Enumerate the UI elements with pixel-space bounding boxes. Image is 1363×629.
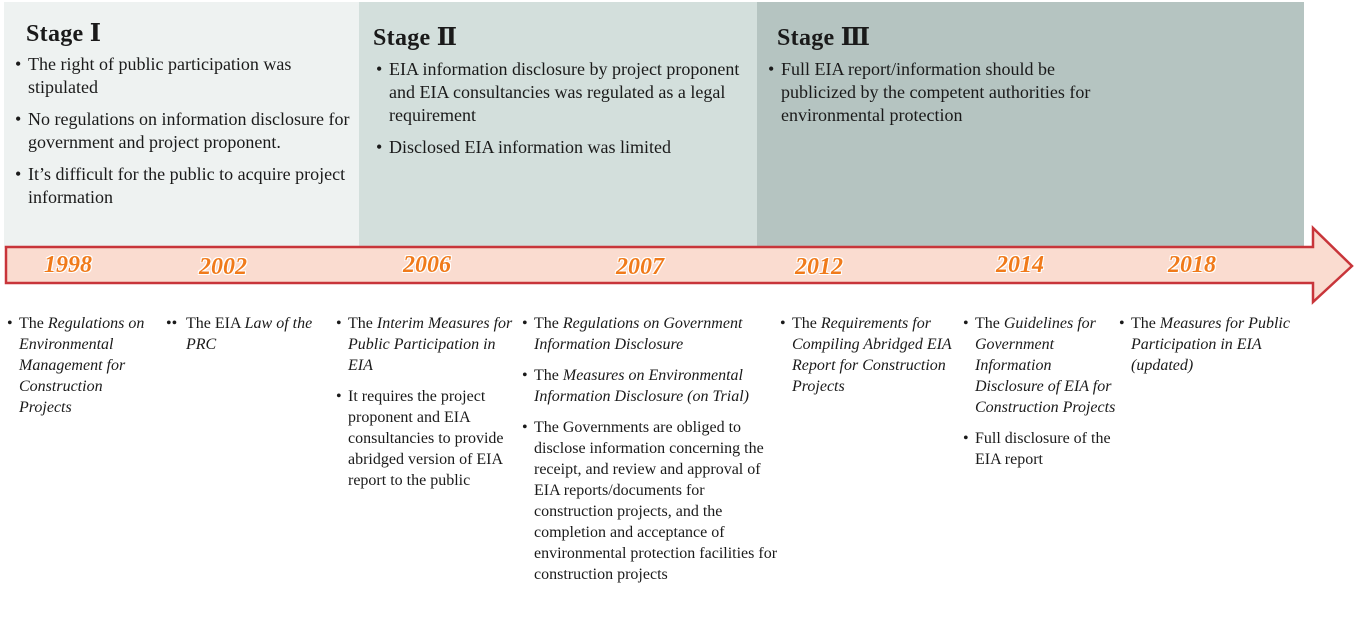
stage-1-bullets bbox=[12, 53, 354, 218]
year-label-2012: 2012 bbox=[795, 254, 843, 280]
year-label-2007: 2007 bbox=[616, 254, 664, 280]
year-label-2014: 2014 bbox=[996, 252, 1044, 278]
stage-3-bullets bbox=[765, 58, 1105, 136]
event-item: • The Governments are obliged to disclose information concerning the receipt, and review and approval of EIA reports/documents for construction projects, and the completion and acceptance of environmental protection facilities for construction projects bbox=[520, 417, 778, 585]
document-title: Regulations on Government Information Disclosure bbox=[534, 315, 743, 353]
event-item: • It requires the project proponent and EIA consultancies to provide abridged version of EIA report to the public bbox=[334, 386, 520, 491]
events-2018 bbox=[1117, 313, 1307, 386]
event-item: • Full disclosure of the EIA report bbox=[961, 428, 1121, 470]
stage-2-bullets bbox=[373, 58, 743, 168]
stage-bullet: • Disclosed EIA information was limited bbox=[373, 136, 743, 159]
stage-3-title: Stage Ⅲ bbox=[777, 25, 871, 51]
events-2014 bbox=[961, 313, 1121, 480]
stage-bullet: • EIA information disclosure by project proponent and EIA consultancies was regulated as a legal requirement bbox=[373, 58, 743, 127]
year-label-2002: 2002 bbox=[199, 254, 247, 280]
events-2012 bbox=[778, 313, 958, 407]
stage-1-title: Stage Ⅰ bbox=[26, 21, 102, 47]
stage-3-panel bbox=[757, 2, 1304, 248]
document-title: Regulations on Environmental Management for Construction Projects bbox=[19, 315, 145, 416]
events-1998 bbox=[5, 313, 155, 428]
document-title: Interim Measures for Public Participation in EIA bbox=[348, 315, 513, 374]
event-item: •• The EIA Law of the PRC bbox=[164, 313, 334, 355]
stage-2-panel bbox=[359, 2, 757, 248]
event-item: • The Interim Measures for Public Participation in EIA bbox=[334, 313, 520, 376]
year-label-1998: 1998 bbox=[44, 252, 92, 278]
stage-bullet: • The right of public participation was stipulated bbox=[12, 53, 354, 99]
document-title: Guidelines for Government Information Disclosure of EIA for Construction Projects bbox=[975, 315, 1116, 416]
year-label-2006: 2006 bbox=[403, 252, 451, 278]
stage-bullet: • It’s difficult for the public to acquire project information bbox=[12, 163, 354, 209]
events-2006 bbox=[334, 313, 520, 501]
document-title: Law of the PRC bbox=[186, 315, 313, 353]
event-item: • The Measures for Public Participation in EIA (updated) bbox=[1117, 313, 1307, 376]
event-item: • The Requirements for Compiling Abridged EIA Report for Construction Projects bbox=[778, 313, 958, 397]
stage-bullet: • No regulations on information disclosure for government and project proponent. bbox=[12, 108, 354, 154]
events-2002 bbox=[164, 313, 334, 365]
event-item: • The Measures on Environmental Information Disclosure (on Trial) bbox=[520, 365, 778, 407]
event-item: • The Guidelines for Government Information Disclosure of EIA for Construction Projects bbox=[961, 313, 1121, 418]
year-label-2018: 2018 bbox=[1168, 252, 1216, 278]
document-title: Requirements for Compiling Abridged EIA Report for Construction Projects bbox=[792, 315, 952, 395]
stage-1-panel bbox=[4, 2, 359, 248]
document-title: Measures for Public Participation in EIA (updated) bbox=[1131, 315, 1290, 374]
event-item: • The Regulations on Government Information Disclosure bbox=[520, 313, 778, 355]
stage-2-title: Stage Ⅱ bbox=[373, 25, 458, 51]
stage-bullet: • Full EIA report/information should be publicized by the competent authorities for environmental protection bbox=[765, 58, 1105, 127]
event-item: • The Regulations on Environmental Management for Construction Projects bbox=[5, 313, 155, 418]
document-title: Measures on Environmental Information Disclosure (on Trial) bbox=[534, 367, 749, 405]
events-2007 bbox=[520, 313, 778, 595]
